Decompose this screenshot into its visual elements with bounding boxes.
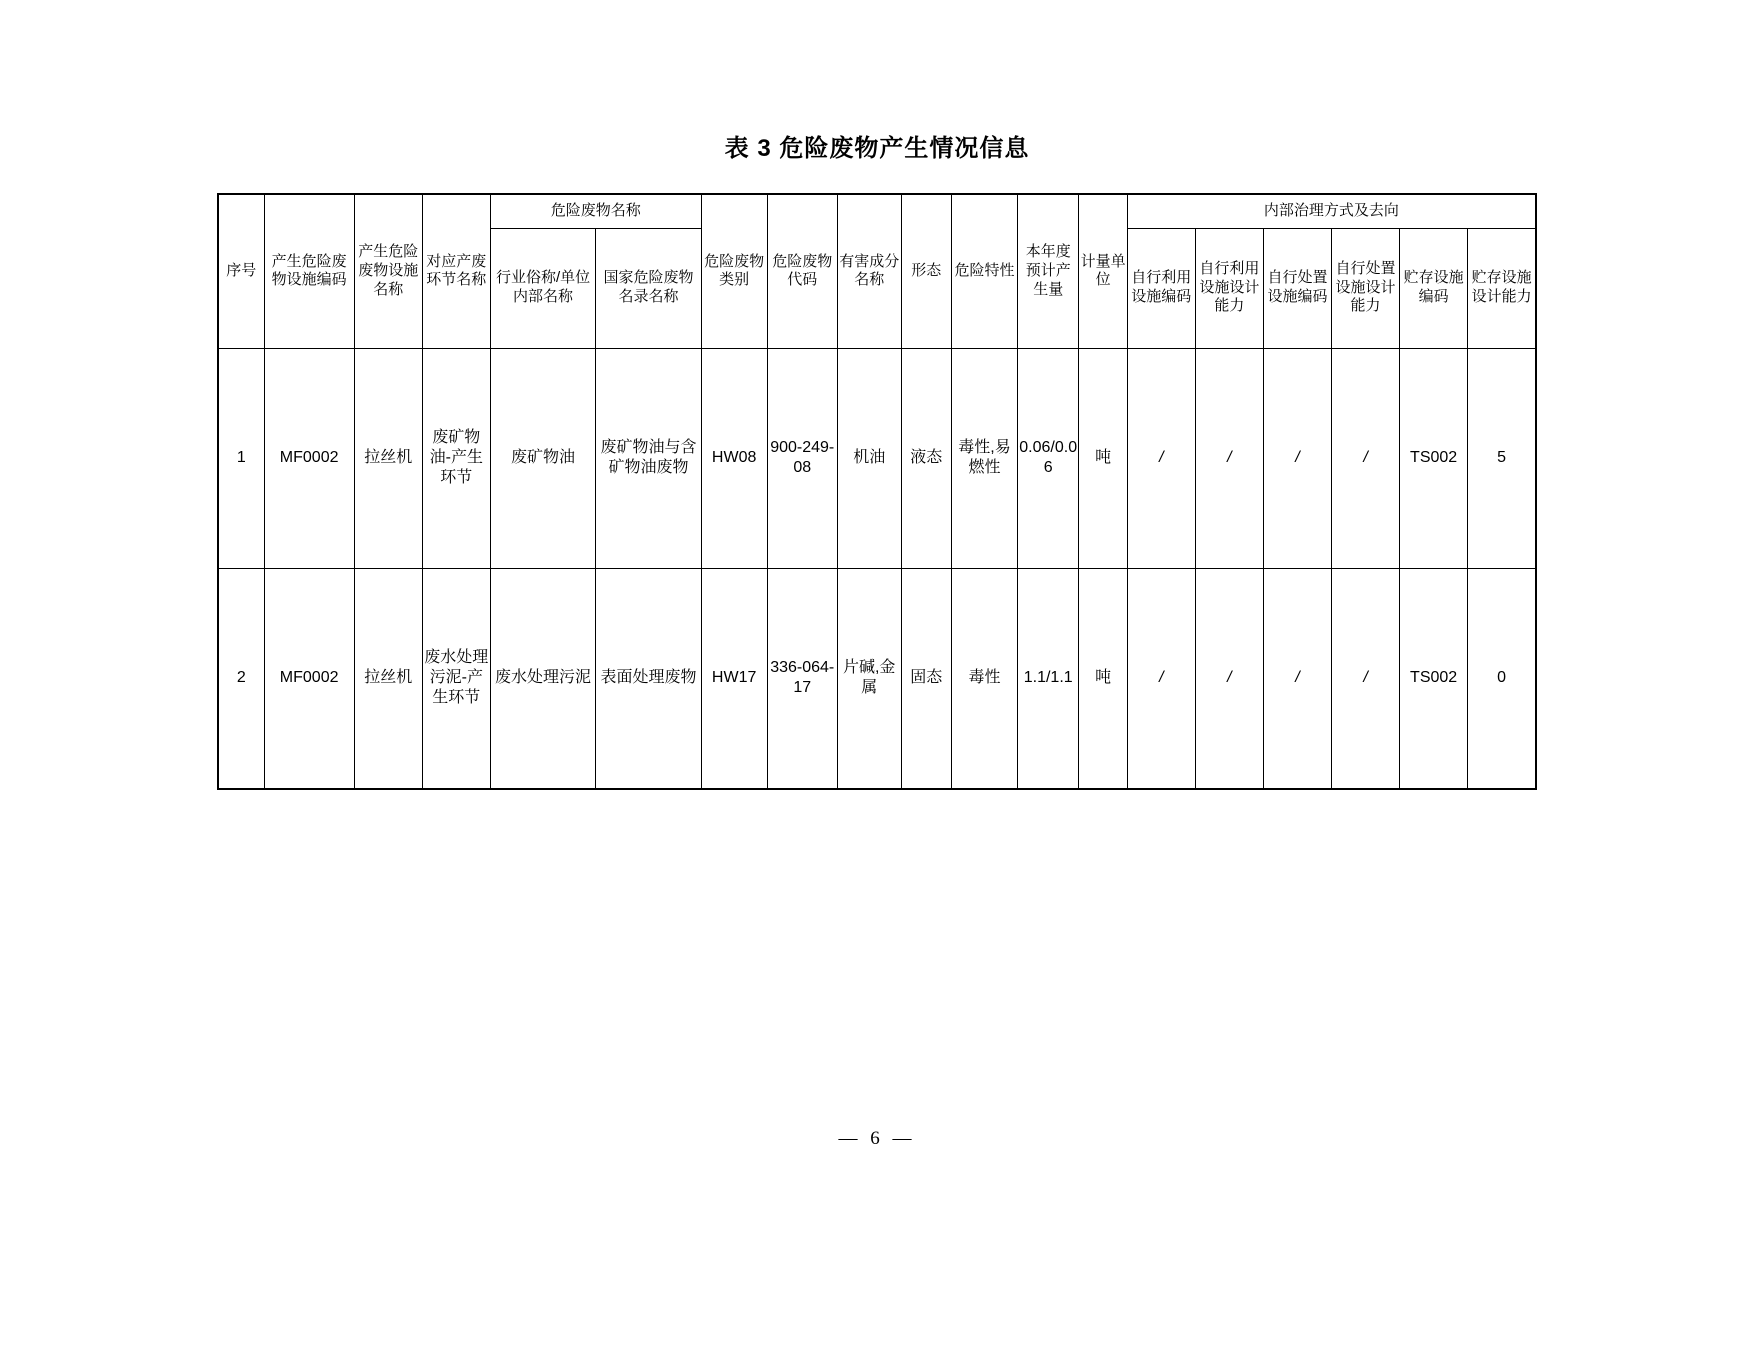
cell-self-disposal-capacity: /: [1332, 348, 1400, 568]
cell-self-disposal-code: /: [1263, 348, 1331, 568]
col-header-waste-code: 危险废物代码: [767, 194, 837, 348]
col-header-hazard-property: 危险特性: [952, 194, 1018, 348]
col-header-unit: 计量单位: [1079, 194, 1127, 348]
cell-seq: 2: [218, 568, 264, 789]
col-header-industry-name: 行业俗称/单位内部名称: [490, 228, 595, 348]
col-header-waste-category: 危险废物类别: [701, 194, 767, 348]
col-header-harmful-component: 有害成分名称: [837, 194, 901, 348]
hazardous-waste-table: [217, 193, 1537, 790]
col-header-facility-name: 产生危险废物设施名称: [354, 194, 422, 348]
cell-unit: 吨: [1079, 348, 1127, 568]
cell-harmful-component: 机油: [837, 348, 901, 568]
cell-storage-code: TS002: [1400, 348, 1468, 568]
document-page: [0, 128, 1754, 1369]
cell-harmful-component: 片碱,金属: [837, 568, 901, 789]
cell-self-use-capacity: /: [1195, 348, 1263, 568]
cell-facility-name: 拉丝机: [354, 568, 422, 789]
col-header-self-use-capacity: 自行利用设施设计能力: [1195, 228, 1263, 348]
col-header-storage-capacity: 贮存设施设计能力: [1468, 228, 1536, 348]
cell-waste-category: HW08: [701, 348, 767, 568]
cell-facility-code: MF0002: [264, 568, 354, 789]
cell-facility-name: 拉丝机: [354, 348, 422, 568]
cell-self-use-code: /: [1127, 568, 1195, 789]
col-header-waste-name-group: 危险废物名称: [490, 194, 701, 228]
cell-annual-estimate: 0.06/0.06: [1017, 348, 1079, 568]
page-title: 表 3 危险废物产生情况信息: [724, 135, 1030, 162]
col-header-storage-code: 贮存设施编码: [1400, 228, 1468, 348]
cell-unit: 吨: [1079, 568, 1127, 789]
col-header-seq: 序号: [218, 194, 264, 348]
cell-hazard-property: 毒性,易燃性: [952, 348, 1018, 568]
col-header-catalog-name: 国家危险废物名录名称: [596, 228, 701, 348]
cell-hazard-property: 毒性: [952, 568, 1018, 789]
cell-form: 液态: [901, 348, 952, 568]
cell-storage-capacity: 0: [1468, 568, 1536, 789]
cell-storage-code: TS002: [1400, 568, 1468, 789]
cell-waste-category: HW17: [701, 568, 767, 789]
cell-industry-name: 废矿物油: [490, 348, 595, 568]
col-header-annual-estimate: 本年度预计产生量: [1017, 194, 1079, 348]
cell-self-use-capacity: /: [1195, 568, 1263, 789]
col-header-process-name: 对应产废环节名称: [422, 194, 490, 348]
cell-form: 固态: [901, 568, 952, 789]
page-footer: — 6 —: [838, 1128, 916, 1149]
cell-seq: 1: [218, 348, 264, 568]
cell-process-name: 废矿物油-产生环节: [422, 348, 490, 568]
cell-catalog-name: 表面处理废物: [596, 568, 701, 789]
col-header-internal-treatment-group: 内部治理方式及去向: [1127, 194, 1536, 228]
cell-facility-code: MF0002: [264, 348, 354, 568]
col-header-self-use-code: 自行利用设施编码: [1127, 228, 1195, 348]
cell-waste-code: 900-249-08: [767, 348, 837, 568]
table-row: [218, 348, 1536, 568]
cell-self-disposal-code: /: [1263, 568, 1331, 789]
table-header-group-row: [218, 194, 1536, 228]
col-header-self-disposal-code: 自行处置设施编码: [1263, 228, 1331, 348]
cell-catalog-name: 废矿物油与含矿物油废物: [596, 348, 701, 568]
col-header-self-disposal-capacity: 自行处置设施设计能力: [1332, 228, 1400, 348]
cell-process-name: 废水处理污泥-产生环节: [422, 568, 490, 789]
cell-industry-name: 废水处理污泥: [490, 568, 595, 789]
table-container: [217, 193, 1537, 790]
cell-self-use-code: /: [1127, 348, 1195, 568]
col-header-form: 形态: [901, 194, 952, 348]
cell-storage-capacity: 5: [1468, 348, 1536, 568]
table-row: [218, 568, 1536, 789]
cell-annual-estimate: 1.1/1.1: [1017, 568, 1079, 789]
col-header-facility-code: 产生危险废物设施编码: [264, 194, 354, 348]
cell-self-disposal-capacity: /: [1332, 568, 1400, 789]
cell-waste-code: 336-064-17: [767, 568, 837, 789]
